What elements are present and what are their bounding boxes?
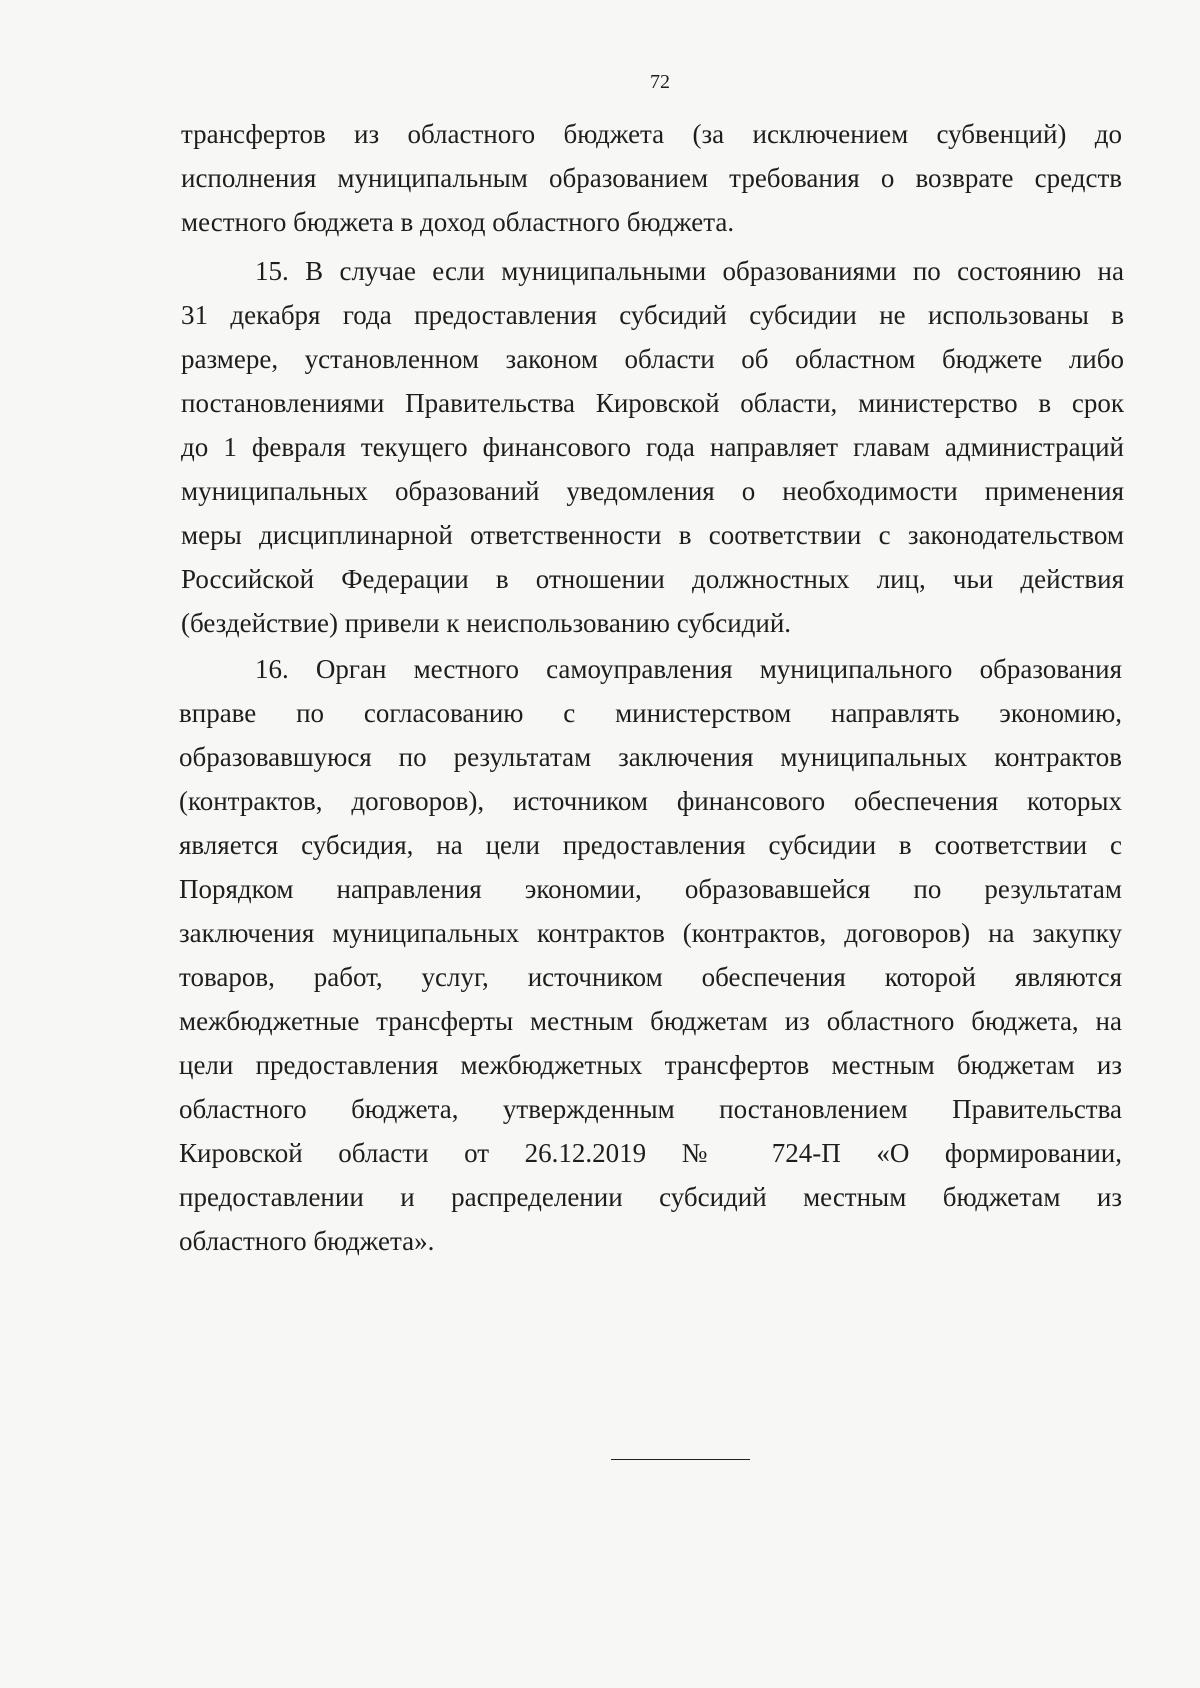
text-line: размере, установленном законом области об областном бюджете либо: [181, 344, 1124, 374]
text-line: постановлениями Правительства Кировской области, министерство в срок: [181, 388, 1124, 418]
text-line: исполнения муниципальным образованием требования о возврате средств: [181, 163, 1122, 193]
text-line: заключения муниципальных контрактов (контрактов, договоров) на закупку: [179, 918, 1122, 948]
text-line: муниципальных образований уведомления о необходимости применения: [181, 476, 1124, 506]
text-line: областного бюджета».: [179, 1226, 435, 1256]
text-line: образовавшуюся по результатам заключения муниципальных контрактов: [179, 742, 1122, 772]
end-of-document-rule: [611, 1459, 750, 1460]
text-line: местного бюджета в доход областного бюджета.: [181, 207, 735, 237]
text-line: Порядком направления экономии, образовавшейся по результатам: [179, 874, 1122, 904]
text-line: 15. В случае если муниципальными образованиями по состоянию на: [255, 256, 1124, 286]
text-line: межбюджетные трансферты местным бюджетам из областного бюджета, на: [179, 1006, 1122, 1036]
text-line: до 1 февраля текущего финансового года направляет главам администраций: [181, 432, 1124, 462]
text-line: вправе по согласованию с министерством направлять экономию,: [179, 698, 1122, 728]
text-line: цели предоставления межбюджетных трансфертов местным бюджетам из: [179, 1050, 1122, 1080]
text-line: областного бюджета, утвержденным постановлением Правительства: [179, 1094, 1122, 1124]
text-line: меры дисциплинарной ответственности в соответствии с законодательством: [181, 520, 1124, 550]
text-line: 16. Орган местного самоуправления муниципального образования: [255, 654, 1122, 684]
text-line: Российской Федерации в отношении должностных лиц, чьи действия: [181, 564, 1124, 594]
text-line: предоставлении и распределении субсидий местным бюджетам из: [179, 1182, 1122, 1212]
text-line: трансфертов из областного бюджета (за исключением субвенций) до: [181, 119, 1122, 149]
text-line: является субсидия, на цели предоставления субсидии в соответствии с: [179, 830, 1122, 860]
text-line: (бездействие) привели к неиспользованию субсидий.: [181, 608, 792, 638]
text-line: Кировской области от 26.12.2019 № 724-П «О формировании,: [179, 1138, 1122, 1168]
page-number: 72: [650, 71, 670, 93]
text-line: (контрактов, договоров), источником финансового обеспечения которых: [179, 786, 1122, 816]
text-line: 31 декабря года предоставления субсидий субсидии не использованы в: [181, 300, 1124, 330]
text-line: товаров, работ, услуг, источником обеспечения которой являются: [179, 962, 1122, 992]
